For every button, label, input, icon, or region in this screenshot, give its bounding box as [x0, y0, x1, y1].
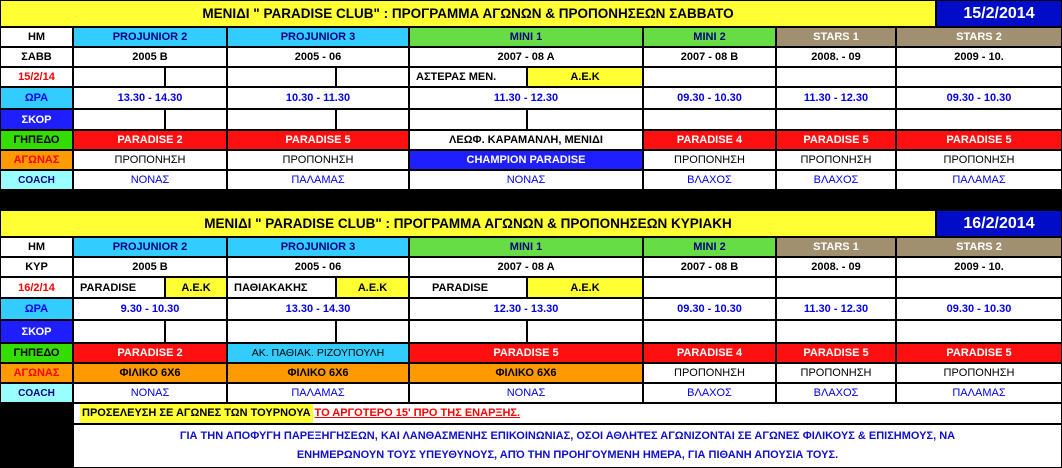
score-cell: [776, 109, 896, 130]
year-cell: 2005 - 06: [227, 257, 409, 277]
row-label-day: ΣΑΒΒ: [0, 47, 73, 67]
coach-cell: ΒΛΑΧΟΣ: [643, 383, 776, 403]
empty-cell: [776, 277, 896, 298]
coach-cell: ΝΟΝΑΣ: [73, 383, 227, 403]
group-mini-2: MINI 2: [643, 237, 776, 257]
coach-cell: ΒΛΑΧΟΣ: [643, 170, 776, 190]
empty-cell: [165, 67, 227, 87]
match-cell: ΠΡΟΠΟΝΗΣΗ: [643, 150, 776, 170]
matchup-away: Α.Ε.Κ: [336, 277, 409, 298]
coach-cell: ΝΟΝΑΣ: [409, 383, 643, 403]
score-cell: [527, 109, 643, 130]
arrival-note: [73, 403, 1062, 424]
coach-cell: ΝΟΝΑΣ: [409, 170, 643, 190]
year-cell: 2005 Β: [73, 257, 227, 277]
empty-cell: [776, 67, 896, 87]
sunday-date: 16/2/2014: [936, 210, 1062, 237]
saturday-title: ΜΕΝΙΔΙ " PARADISE CLUB" : ΠΡΟΓΡΑΜΜΑ ΑΓΩΝΩΝ & ΠΡΟΠΟΝΗΣΕΩΝ ΣΑΒΒΑΤΟ: [0, 0, 936, 27]
time-cell: 11.30 - 12.30: [776, 87, 896, 109]
group-projunior-2: PROJUNIOR 2: [73, 27, 227, 47]
notice-box: [73, 424, 1062, 468]
time-cell: 13.30 - 14.30: [227, 298, 409, 320]
match-cell: ΠΡΟΠΟΝΗΣΗ: [776, 363, 896, 383]
row-label-coach: COACH: [0, 170, 73, 190]
score-cell: [527, 320, 643, 343]
time-cell: 09.30 - 10.30: [643, 298, 776, 320]
year-cell: 2007 - 08 A: [409, 257, 643, 277]
field-cell: PARADISE 4: [643, 343, 776, 363]
group-mini-1: MINI 1: [409, 237, 643, 257]
score-cell: [73, 320, 165, 343]
time-cell: 10.30 - 11.30: [227, 87, 409, 109]
group-mini-2: MINI 2: [643, 27, 776, 47]
group-stars-1: STARS 1: [776, 27, 896, 47]
section-divider: [0, 190, 1062, 210]
time-cell: 11.30 - 12.30: [409, 87, 643, 109]
year-cell: 2009 - 10.: [896, 257, 1062, 277]
coach-cell: ΠΑΛΑΜΑΣ: [896, 170, 1062, 190]
row-label-time: ΩΡΑ: [0, 298, 73, 320]
field-cell: PARADISE 5: [227, 130, 409, 150]
field-cell: PARADISE 5: [896, 343, 1062, 363]
matchup-away: Α.Ε.Κ: [527, 67, 643, 87]
empty-cell: [73, 67, 165, 87]
score-cell: [409, 109, 527, 130]
field-cell: PARADISE 2: [73, 343, 227, 363]
field-cell: PARADISE 5: [409, 343, 643, 363]
notice-line-2: ΕΝΗΜΕΡΩΝΟΥΝ ΤΟΥΣ ΥΠΕΥΘΥΝΟΥΣ, ΑΠΌ ΤΗΝ ΠΡΟΗΓΟΥΜΕΝΗ ΗΜΕΡΑ, ΓΙΑ ΠΙΘΑΝΗ ΑΠΟΥΣΙΑ ΤΟΥΣ.: [296, 449, 839, 461]
footer-spacer: [0, 403, 73, 468]
score-cell: [227, 320, 336, 343]
match-cell: ΠΡΟΠΟΝΗΣΗ: [896, 150, 1062, 170]
empty-cell: [227, 67, 336, 87]
year-cell: 2008. - 09: [776, 47, 896, 67]
sunday-title: ΜΕΝΙΔΙ " PARADISE CLUB" : ΠΡΟΓΡΑΜΜΑ ΑΓΩΝΩΝ & ΠΡΟΠΟΝΗΣΕΩΝ ΚΥΡΙΑΚΗ: [0, 210, 936, 237]
match-cell: CHAMPION PARADISE: [409, 150, 643, 170]
group-stars-1: STARS 1: [776, 237, 896, 257]
year-cell: 2007 - 08 B: [643, 257, 776, 277]
year-cell: 2008. - 09: [776, 257, 896, 277]
score-cell: [73, 109, 165, 130]
score-cell: [643, 320, 776, 343]
matchup-away: Α.Ε.Κ: [165, 277, 227, 298]
matchup-home: ΠΑΘΙΑΚΑΚΗΣ: [227, 277, 336, 298]
match-cell: ΦΙΛΙΚΟ 6Χ6: [409, 363, 643, 383]
year-cell: 2007 - 08 A: [409, 47, 643, 67]
score-cell: [165, 109, 227, 130]
matchup-home: PARADISE: [73, 277, 165, 298]
group-projunior-3: PROJUNIOR 3: [227, 237, 409, 257]
score-cell: [896, 320, 1062, 343]
matchup-away: Α.Ε.Κ: [527, 277, 643, 298]
group-mini-1: MINI 1: [409, 27, 643, 47]
field-cell: PARADISE 5: [776, 130, 896, 150]
coach-cell: ΝΟΝΑΣ: [73, 170, 227, 190]
row-label-coach: COACH: [0, 383, 73, 403]
score-cell: [336, 109, 409, 130]
row-label-field: ΓΗΠΕΔΟ: [0, 130, 73, 150]
year-cell: 2005 Β: [73, 47, 227, 67]
field-cell: PARADISE 5: [896, 130, 1062, 150]
row-label-hm: ΗΜ: [0, 27, 73, 47]
field-cell: PARADISE 2: [73, 130, 227, 150]
row-label-day: ΚΥΡ: [0, 257, 73, 277]
field-cell: PARADISE 4: [643, 130, 776, 150]
row-label-score: ΣΚΟΡ: [0, 320, 73, 343]
year-cell: 2007 - 08 B: [643, 47, 776, 67]
matchup-home: ΑΣΤΕΡΑΣ ΜΕΝ.: [409, 67, 527, 87]
time-cell: 09.30 - 10.30: [643, 87, 776, 109]
coach-cell: ΠΑΛΑΜΑΣ: [227, 170, 409, 190]
empty-cell: [643, 277, 776, 298]
match-cell: ΠΡΟΠΟΝΗΣΗ: [776, 150, 896, 170]
field-cell: ΑΚ. ΠΑΘΙΑΚ. ΡΙΖΟΥΠΟΥΛΗ: [227, 343, 409, 363]
score-cell: [896, 109, 1062, 130]
row-label-date: 15/2/14: [0, 67, 73, 87]
match-cell: ΠΡΟΠΟΝΗΣΗ: [73, 150, 227, 170]
time-cell: 09.30 - 10.30: [896, 87, 1062, 109]
score-cell: [227, 109, 336, 130]
row-label-field: ΓΗΠΕΔΟ: [0, 343, 73, 363]
row-label-score: ΣΚΟΡ: [0, 109, 73, 130]
time-cell: 13.30 - 14.30: [73, 87, 227, 109]
row-label-match: ΑΓΩΝΑΣ: [0, 363, 73, 383]
notice-line-1: ΓΙΑ ΤΗΝ ΑΠΟΦΥΓΗ ΠΑΡΕΞΗΓΗΣΕΩΝ, ΚΑΙ ΛΑΝΘΑΣΜΕΝΗΣ ΕΠΙΚΟΙΝΩΝΙΑΣ, ΟΣΟΙ ΑΘΛΗΤΕΣ ΑΓΩΝΙΖΟΝΤΑΙ ΣΕ ΑΓΩΝΕΣ ΦΙΛΙΚΟΥΣ & ΕΠΙΣΗΜΟΥΣ, ΝΑ: [179, 430, 956, 442]
score-cell: [409, 320, 527, 343]
match-cell: ΠΡΟΠΟΝΗΣΗ: [227, 150, 409, 170]
field-cell: ΛΕΩΦ. ΚΑΡΑΜΑΝΛΗ, ΜΕΝΙΔΙ: [409, 130, 643, 150]
row-label-match: ΑΓΩΝΑΣ: [0, 150, 73, 170]
coach-cell: ΒΛΑΧΟΣ: [776, 170, 896, 190]
row-label-time: ΩΡΑ: [0, 87, 73, 109]
arrival-note-a: ΠΡΟΣΕΛΕΥΣΗ ΣΕ ΑΓΩΝΕΣ ΤΩΝ ΤΟΥΡΝΟΥΑ: [80, 404, 313, 423]
time-cell: 12.30 - 13.30: [409, 298, 643, 320]
time-cell: 09.30 - 10.30: [896, 298, 1062, 320]
field-cell: PARADISE 5: [776, 343, 896, 363]
score-cell: [776, 320, 896, 343]
empty-cell: [896, 277, 1062, 298]
group-stars-2: STARS 2: [896, 27, 1062, 47]
group-projunior-2: PROJUNIOR 2: [73, 237, 227, 257]
match-cell: ΠΡΟΠΟΝΗΣΗ: [896, 363, 1062, 383]
arrival-note-b: ΤΟ ΑΡΓΟΤΕΡΟ 15' ΠΡΟ ΤΗΣ ΕΝΑΡΞΗΣ.: [314, 407, 521, 419]
score-cell: [165, 320, 227, 343]
empty-cell: [896, 67, 1062, 87]
time-cell: 11.30 - 12.30: [776, 298, 896, 320]
matchup-home: PARADISE: [409, 277, 527, 298]
score-cell: [643, 109, 776, 130]
group-projunior-3: PROJUNIOR 3: [227, 27, 409, 47]
score-cell: [336, 320, 409, 343]
empty-cell: [336, 67, 409, 87]
empty-cell: [643, 67, 776, 87]
row-label-hm: ΗΜ: [0, 237, 73, 257]
time-cell: 9.30 - 10.30: [73, 298, 227, 320]
group-stars-2: STARS 2: [896, 237, 1062, 257]
match-cell: ΠΡΟΠΟΝΗΣΗ: [643, 363, 776, 383]
year-cell: 2009 - 10.: [896, 47, 1062, 67]
match-cell: ΦΙΛΙΚΟ 6Χ6: [73, 363, 227, 383]
year-cell: 2005 - 06: [227, 47, 409, 67]
saturday-date: 15/2/2014: [936, 0, 1062, 27]
coach-cell: ΠΑΛΑΜΑΣ: [227, 383, 409, 403]
coach-cell: ΠΑΛΑΜΑΣ: [896, 383, 1062, 403]
match-cell: ΦΙΛΙΚΟ 6Χ6: [227, 363, 409, 383]
coach-cell: ΒΛΑΧΟΣ: [776, 383, 896, 403]
row-label-date: 16/2/14: [0, 277, 73, 298]
